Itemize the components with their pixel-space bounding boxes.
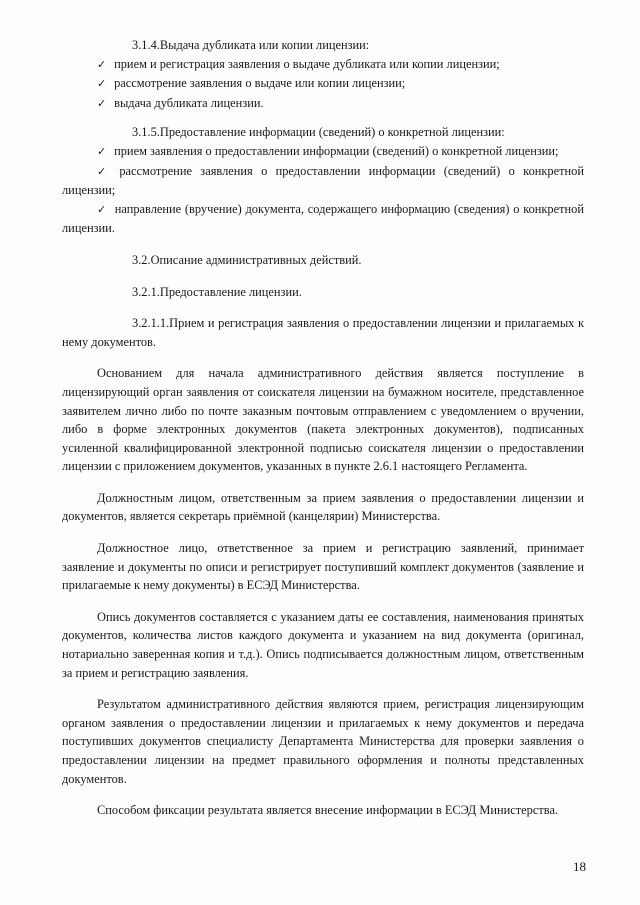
list-item: ✓ рассмотрение заявления о предоставлении информации (сведений) о конкретной лицензии; (62, 163, 584, 198)
section-3-2-1-heading (62, 283, 584, 302)
paragraph: Должностным лицом, ответственным за прием заявления о предоставлении лицензии и документов, является секретарь приёмной (канцелярии) Министерства. (62, 490, 584, 524)
page-number: 18 (573, 859, 586, 874)
checkmark-icon: ✓ (97, 202, 107, 216)
section-title: Предоставление информации (сведений) о конкретной лицензии: (159, 125, 505, 140)
section-title: Прием и регистрация заявления о предоставлении лицензии и прилагаемых к нему документов. (62, 316, 584, 349)
paragraph: Опись документов составляется с указанием даты ее составления, наименования принятых документов, количества листов каждого документа и указанием на вид документа (оригинал, нотариально заверенная копия и т.д.). Опись подписывается должностным лицом, ответственным за прием и регистрацию заявления. (62, 609, 584, 680)
section-title: Выдача дубликата или копии лицензии: (159, 38, 370, 52)
section-number: 3.2.1.1. (132, 316, 170, 331)
section-3-1-4-heading (62, 36, 584, 55)
section-title: Предоставление лицензии. (159, 284, 302, 299)
paragraph: Должностное лицо, ответственное за прием и регистрацию заявлений, принимает заявление и документы по описи и регистрирует поступивший комплект документов (заявление и прилагаемые к нему документы) в ЕСЭД Министерства. (62, 541, 584, 593)
section-number: 3.1.5. (132, 125, 160, 140)
checkmark-icon: ✓ (97, 77, 107, 91)
list-item: ✓ рассмотрение заявления о выдаче или копии лицензии; (62, 74, 584, 94)
paragraph: Способом фиксации результата является внесение информации в ЕСЭД Министерства. (97, 803, 559, 818)
checkmark-icon: ✓ (97, 164, 107, 178)
paragraph: Основанием для начала административного действия является поступление в лицензирующий орган заявления от соискателя лицензии на бумажном носителе, представленное заявителем лично либо по почте заказным почтовым отправлением с уведомлением о вручении, либо в форме электронных документов (пакета электронных документов), подписанных усиленной квалифицированной электронной подписью соискателя лицензии о предоставлении лицензии с приложением документов, указанных в пункте 2.6.1 настоящего Регламента. (62, 366, 584, 474)
section-number: 3.2. (132, 252, 151, 267)
checkmark-icon: ✓ (97, 57, 107, 71)
document-body (62, 36, 584, 820)
section-number: 3.2.1. (132, 284, 160, 299)
list-item: ✓ направление (вручение) документа, содержащего информацию (сведения) о конкретной лицензии. (62, 201, 584, 236)
section-title: Описание административных действий. (150, 252, 362, 267)
section-3-2-1-1-heading (62, 314, 584, 351)
list-item: ✓ прием и регистрация заявления о выдаче дубликата или копии лицензии; (62, 55, 584, 75)
section-3-1-5-heading (62, 123, 584, 142)
list-item: ✓ прием заявления о предоставлении информации (сведений) о конкретной лицензии; (62, 142, 584, 162)
paragraph: Результатом административного действия являются прием, регистрация лицензирующим органом заявления о предоставлении лицензии и прилагаемых к нему документов и передача поступивших документов специалисту Департамента Министерства для проверки заявления о предоставлении лицензии на предмет правильного оформления и полноты представленных документов. (62, 697, 584, 786)
checkmark-icon: ✓ (97, 144, 107, 158)
section-number: 3.1.4. (132, 38, 160, 52)
list-item: ✓ выдача дубликата лицензии. (62, 94, 584, 114)
section-3-2-heading (62, 251, 584, 270)
checkmark-icon: ✓ (97, 96, 107, 110)
